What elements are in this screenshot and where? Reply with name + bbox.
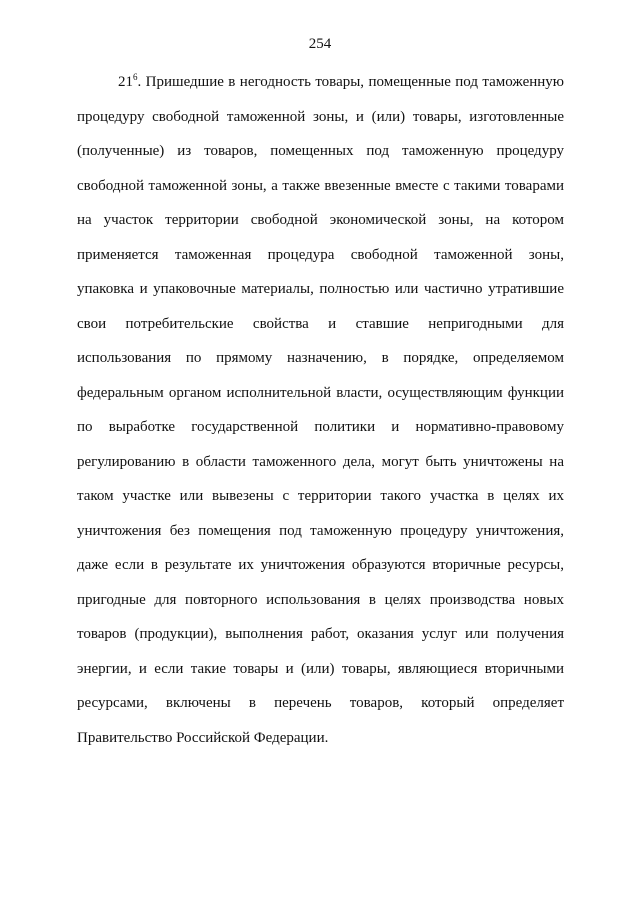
paragraph-line: уничтожения без помещения под таможенную процедуру уничтожения,	[77, 522, 564, 539]
paragraph-superscript: 6	[133, 72, 138, 82]
paragraph-line: процедуру свободной таможенной зоны, и (или) товары, изготовленные	[77, 108, 564, 125]
paragraph-line: на участок территории свободной экономической зоны, на котором	[77, 212, 564, 228]
paragraph-line: свободной таможенной зоны, а также ввезенные вместе с такими товарами	[77, 177, 564, 194]
paragraph-line: таком участке или вывезены с территории такого участка в целях их	[77, 488, 564, 504]
paragraph-line: Правительство Российской Федерации.	[77, 729, 329, 746]
paragraph-line: даже если в результате их уничтожения образуются вторичные ресурсы,	[77, 557, 564, 573]
paragraph-line: применяется таможенная процедура свободной таможенной зоны,	[77, 246, 564, 263]
paragraph-line: федеральным органом исполнительной власти, осуществляющим функции	[77, 384, 564, 401]
paragraph-line: упаковка и упаковочные материалы, полностью или частично утратившие	[77, 281, 564, 297]
paragraph-number: 21	[118, 74, 133, 90]
paragraph-line: регулированию в области таможенного дела, могут быть уничтожены на	[77, 453, 564, 470]
paragraph-line: использования по прямому назначению, в порядке, определяемом	[77, 350, 564, 366]
paragraph-line	[77, 72, 564, 107]
paragraph-line: свои потребительские свойства и ставшие непригодными для	[77, 315, 564, 332]
paragraph-21-6	[77, 72, 564, 762]
paragraph-line: пригодные для повторного использования в целях производства новых	[77, 591, 564, 608]
paragraph-line: ресурсами, включены в перечень товаров, который определяет	[77, 695, 564, 711]
paragraph-line: товаров (продукции), выполнения работ, оказания услуг или получения	[77, 626, 564, 642]
paragraph-first-line-text: . Пришедшие в негодность товары, помещенные под таможенную	[137, 74, 564, 90]
paragraph-line: по выработке государственной политики и нормативно-правовому	[77, 419, 564, 435]
paragraph-line: (полученные) из товаров, помещенных под таможенную процедуру	[77, 143, 564, 159]
page-number: 254	[308, 36, 332, 52]
paragraph-line: энергии, и если такие товары и (или) товары, являющиеся вторичными	[77, 660, 564, 677]
